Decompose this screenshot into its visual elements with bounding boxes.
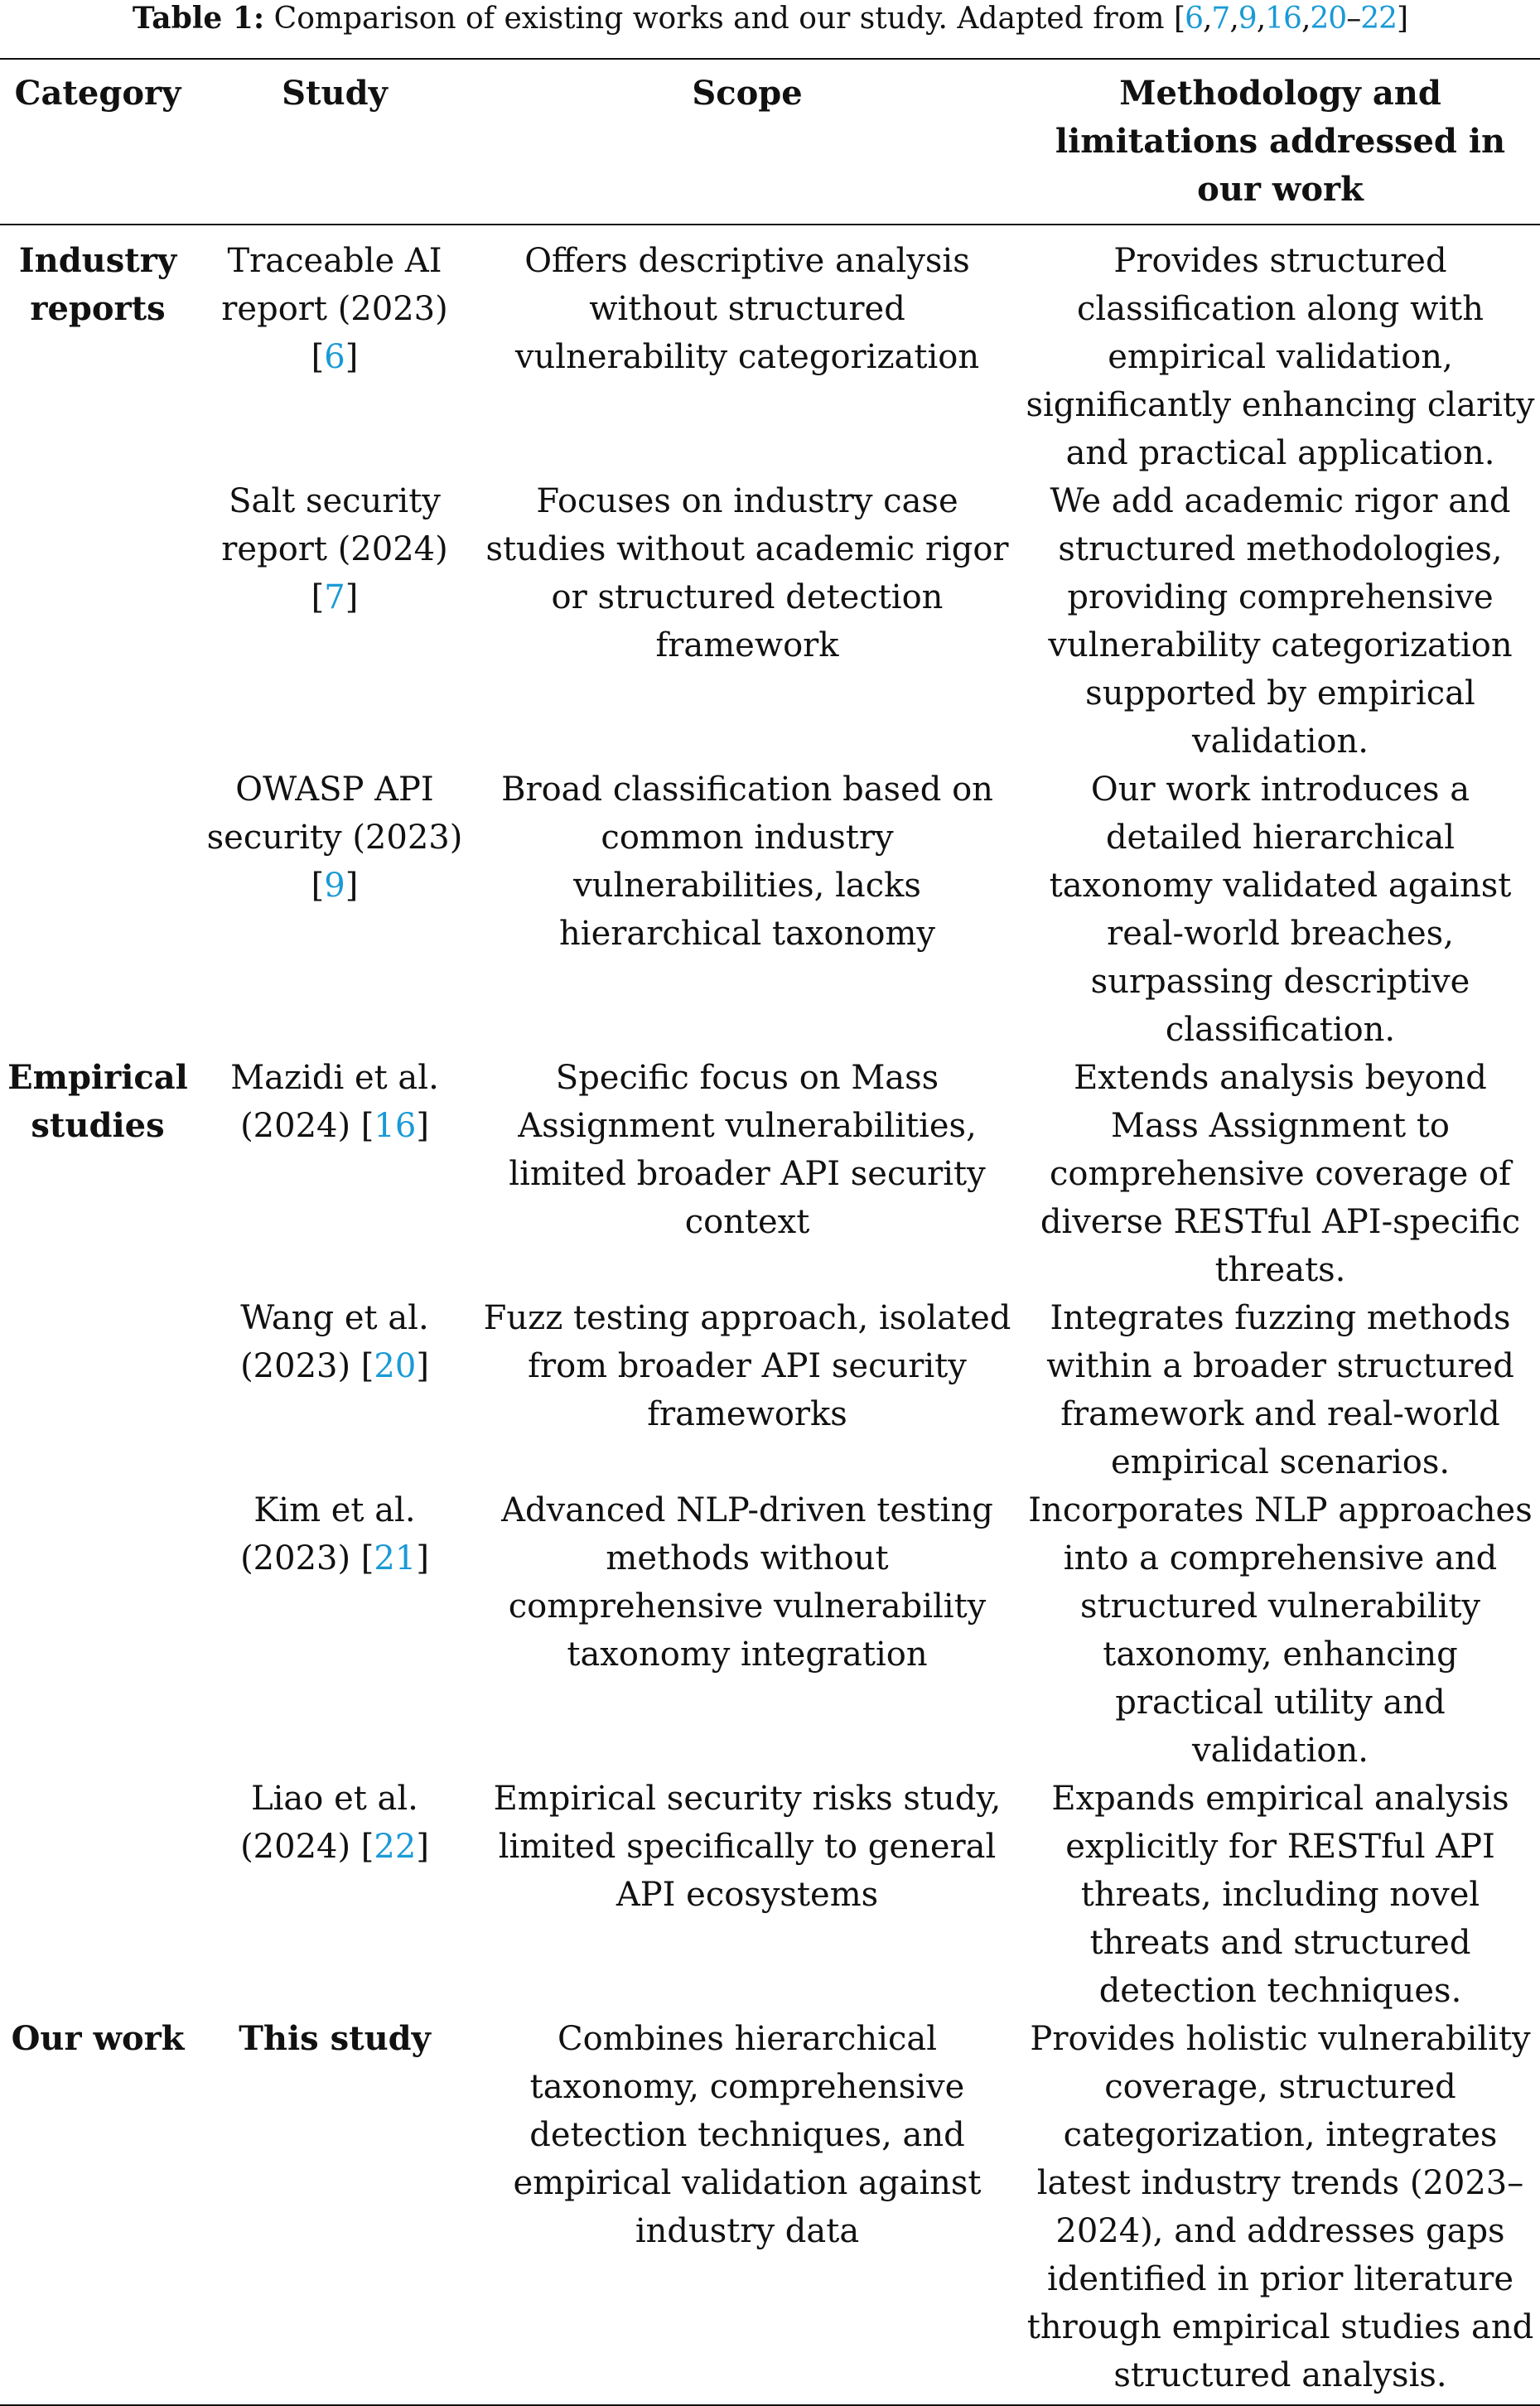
study-cell: Wang et al. (2023) [20]: [240, 1299, 429, 1385]
table-row: [0, 2015, 1540, 2405]
category-cell-empty: [0, 1486, 196, 1775]
methodology-cell: Integrates fuzzing methods within a broader structured framework and real-world empirical scenarios.: [1046, 1299, 1514, 1481]
citation-link[interactable]: 22: [374, 1828, 417, 1866]
methodology-cell: Incorporates NLP approaches into a comprehensive and structured vulnerability taxonomy, enhancing practical utility and validation.: [1028, 1491, 1533, 1770]
study-cell: Kim et al. (2023) [21]: [240, 1491, 429, 1577]
methodology-cell: We add academic rigor and structured methodologies, providing comprehensive vulnerability categorization supported by empirical validation.: [1048, 482, 1513, 761]
comparison-table: [0, 58, 1540, 2406]
methodology-cell: Our work introduces a detailed hierarchical taxonomy validated against real-world breaches, surpassing descriptive classification.: [1049, 771, 1512, 1049]
study-cell: OWASP API security (2023) [9]: [206, 771, 463, 905]
citation-link[interactable]: 6: [324, 338, 345, 376]
scope-cell: Broad classification based on common industry vulnerabilities, lacks hierarchical taxonomy: [501, 771, 993, 953]
table-caption: [0, 0, 1540, 37]
scope-cell: Empirical security risks study, limited specifically to general API ecosystems: [493, 1780, 1002, 1914]
table-row: [0, 477, 1540, 766]
caption-ref-link[interactable]: 7: [1211, 2, 1230, 36]
header-scope: Scope: [692, 74, 803, 113]
category-cell: Industry reports: [18, 241, 177, 328]
methodology-cell: Expands empirical analysis explicitly for RESTful API threats, including novel threats and structured detection techniques.: [1051, 1780, 1509, 2010]
table-row: [0, 1054, 1540, 1294]
scope-cell: Offers descriptive analysis without structured vulnerability categorization: [514, 242, 980, 376]
scope-cell: Fuzz testing approach, isolated from broader API security frameworks: [483, 1299, 1011, 1433]
scope-cell: Specific focus on Mass Assignment vulnerabilities, limited broader API security context: [509, 1059, 986, 1241]
header-methodology: Methodology and limitations addressed in our work: [1055, 74, 1506, 209]
scope-cell: Combines hierarchical taxonomy, comprehensive detection techniques, and empirical validation against industry data: [513, 2020, 982, 2250]
citation-link[interactable]: 20: [374, 1347, 417, 1385]
category-cell: Empirical studies: [7, 1058, 188, 1145]
citation-link[interactable]: 16: [374, 1107, 417, 1145]
category-cell-empty: [0, 1775, 196, 2015]
study-cell: Mazidi et al. (2024) [16]: [230, 1059, 439, 1145]
caption-label: Table 1:: [132, 1, 265, 36]
caption-ref-link[interactable]: 9: [1238, 2, 1257, 36]
table-row: [0, 1294, 1540, 1486]
table-row: [0, 766, 1540, 1054]
category-cell: Our work: [11, 2019, 185, 2058]
methodology-cell: Extends analysis beyond Mass Assignment to comprehensive coverage of diverse RESTful API-specific threats.: [1040, 1059, 1521, 1289]
caption-ref-link[interactable]: 6: [1185, 2, 1203, 36]
study-cell: Traceable AI report (2023) [6]: [221, 242, 448, 376]
study-cell: This study: [239, 2019, 431, 2058]
table-header-row: [0, 59, 1540, 225]
category-cell-empty: [0, 1294, 196, 1486]
citation-link[interactable]: 9: [324, 867, 345, 905]
table-row: [0, 225, 1540, 477]
methodology-cell: Provides holistic vulnerability coverage, structured categorization, integrates latest industry trends (2023–2024), and addresses gaps identified in prior literature through empirical studies and structured analysis.: [1026, 2020, 1534, 2394]
citation-link[interactable]: 7: [324, 578, 345, 616]
study-cell: Salt security report (2024) [7]: [221, 482, 448, 616]
methodology-cell: Provides structured classification along with empirical validation, significantly enhancing clarity and practical application.: [1026, 242, 1535, 472]
header-study: Study: [282, 74, 388, 113]
caption-ref-link[interactable]: 22: [1360, 2, 1398, 36]
caption-ref-link[interactable]: 16: [1265, 2, 1301, 36]
caption-refs: [6,7,9,16,20–22]: [1174, 2, 1408, 36]
citation-link[interactable]: 21: [374, 1539, 417, 1577]
header-category: Category: [14, 74, 181, 113]
category-cell-empty: [0, 477, 196, 766]
scope-cell: Advanced NLP-driven testing methods without comprehensive vulnerability taxonomy integration: [501, 1491, 993, 1674]
category-cell-empty: [0, 766, 196, 1054]
caption-text: Comparison of existing works and our study. Adapted from: [273, 2, 1165, 36]
scope-cell: Focuses on industry case studies without academic rigor or structured detection framework: [485, 482, 1009, 664]
study-cell: Liao et al. (2024) [22]: [240, 1780, 429, 1866]
caption-ref-link[interactable]: 20: [1310, 2, 1347, 36]
table-row: [0, 1775, 1540, 2015]
table-row: [0, 1486, 1540, 1775]
